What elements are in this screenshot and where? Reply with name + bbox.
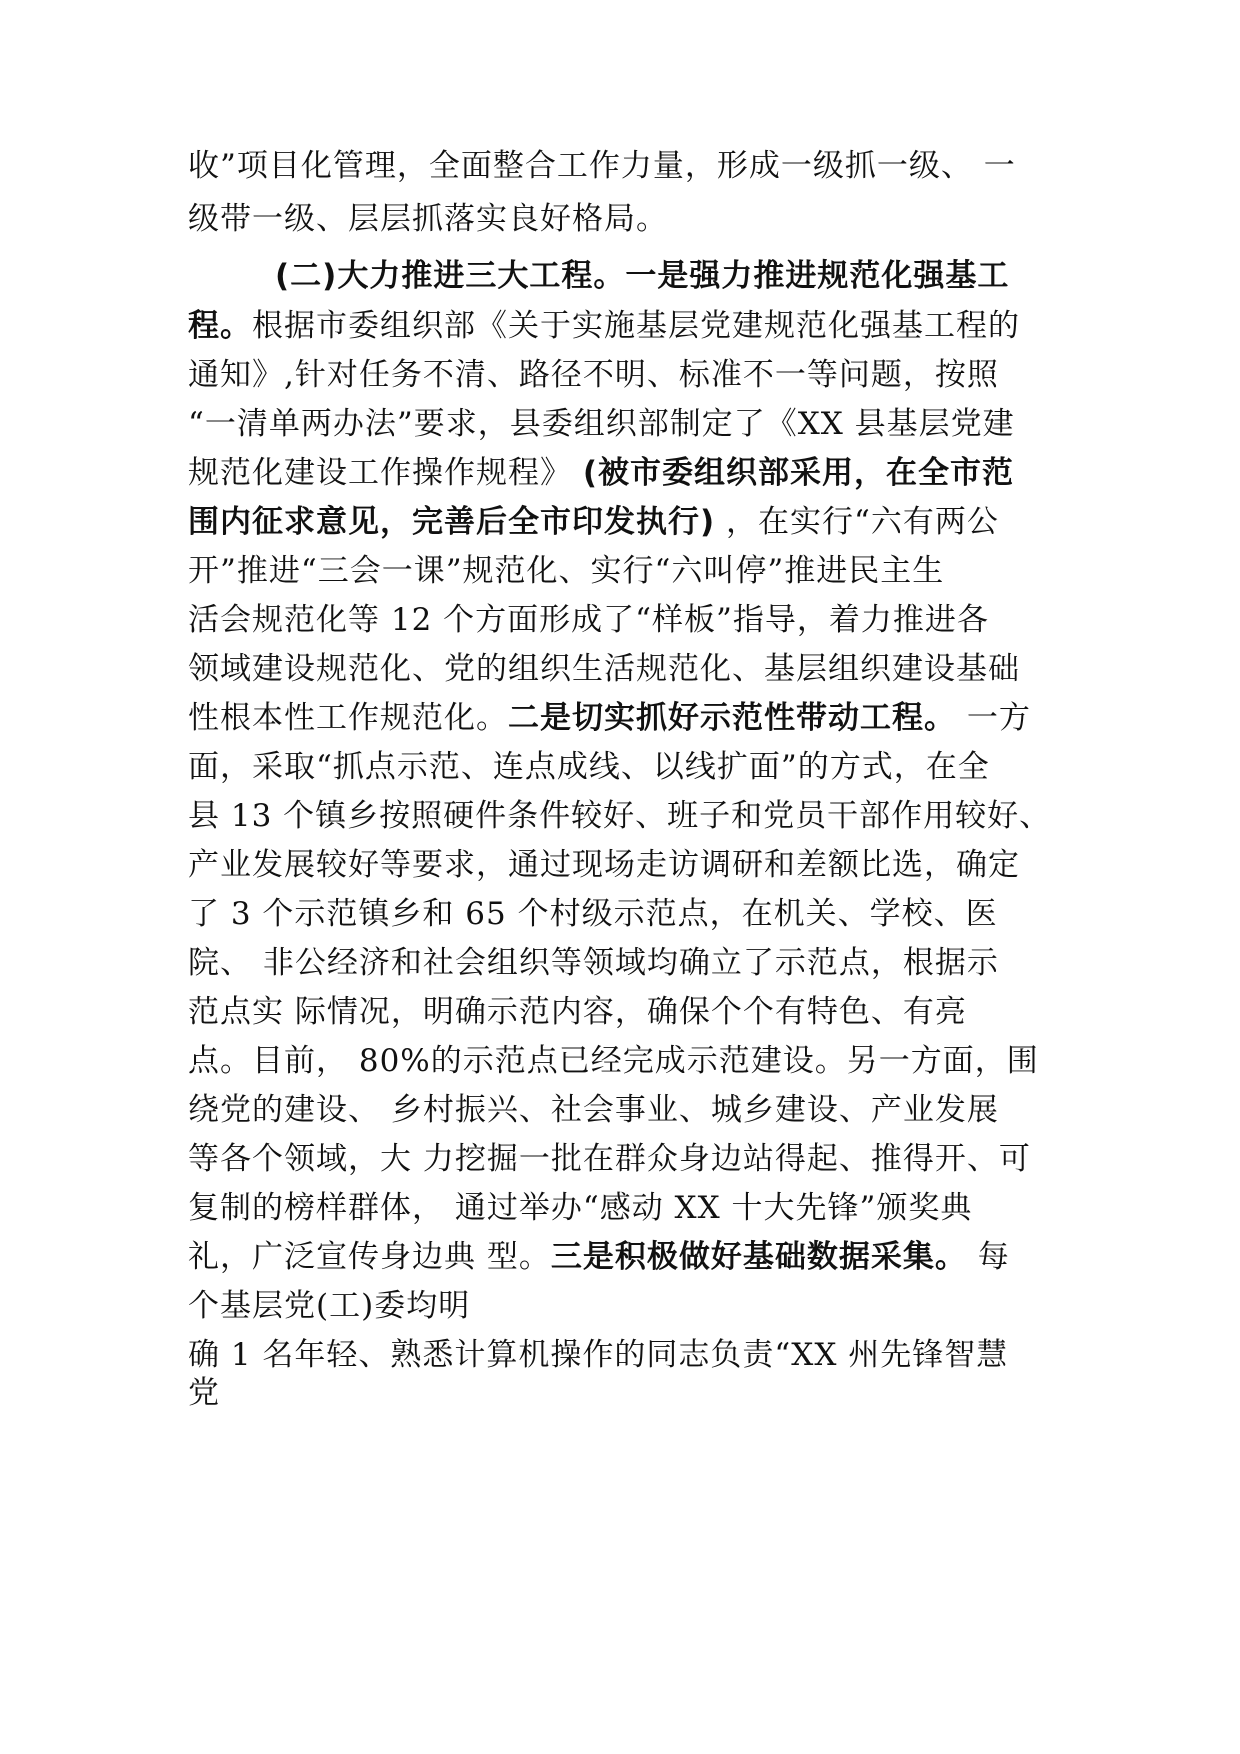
text-line — [188, 600, 989, 640]
text-segment: 党 — [188, 1375, 220, 1411]
text-line — [188, 943, 999, 983]
text-line — [188, 796, 1051, 836]
text-segment: 确 1 名年轻、熟悉计算机操作的同志负责“XX 州先锋智慧 — [188, 1337, 1009, 1373]
text-segment: 等各个领域，大 力挖掘一批在群众身边站得起、推得开、可 — [188, 1141, 1031, 1177]
text-line — [188, 306, 1020, 346]
text-line — [188, 453, 1014, 493]
text-segment: ，在实行“六有两公 — [715, 504, 999, 540]
text-line — [188, 404, 1015, 444]
text-segment: 个基层党(工)委均明 — [188, 1288, 471, 1324]
text-line — [188, 502, 999, 542]
text-line — [188, 551, 944, 591]
text-segment: 院、 非公经济和社会组织等领域均确立了示范点，根据示 — [188, 945, 999, 981]
bold-text-segment: (被市委组织部采用，在全市范 — [582, 455, 1015, 491]
text-segment: 复制的榜样群体， 通过举办“感动 XX 十大先锋”颁奖典 — [188, 1190, 973, 1226]
text-segment: 领域建设规范化、党的组织生活规范化、基层组织建设基础 — [188, 651, 1020, 687]
text-segment: 每 — [966, 1239, 1010, 1275]
text-line — [188, 1335, 1008, 1375]
text-segment: 县 13 个镇乡按照硬件条件较好、班子和党员干部作用较好、 — [188, 798, 1052, 834]
text-segment: 开”推进“三会一课”规范化、实行“六叫停”推进民主生 — [188, 553, 945, 589]
text-line — [188, 1041, 1039, 1081]
text-line — [188, 1237, 1010, 1277]
text-line — [188, 1373, 220, 1413]
text-segment: 范点实 际情况，明确示范内容，确保个个有特色、有亮 — [188, 994, 967, 1030]
text-segment: 活会规范化等 12 个方面形成了“样板”指导，着力推进各 — [188, 602, 989, 638]
text-line — [188, 1139, 1031, 1179]
text-line — [188, 845, 1020, 885]
text-segment: 性根本性工作规范化。 — [188, 700, 508, 736]
text-line — [188, 1188, 972, 1228]
text-line — [188, 894, 998, 934]
bold-text-segment: 围内征求意见，完善后全市印发执行) — [188, 504, 716, 540]
text-segment: 礼，广泛宣传身边典 型。 — [188, 1239, 551, 1275]
text-segment: “一清单两办法”要求，县委组织部制定了《XX 县基层党建 — [188, 406, 1015, 442]
text-line — [188, 1090, 999, 1130]
text-line — [188, 1286, 470, 1326]
text-line — [188, 649, 1020, 689]
text-segment: 通知》,针对任务不清、路径不明、标准不一等问题，按照 — [188, 357, 999, 393]
bold-text-segment: 二是切实抓好示范性带动工程。 — [508, 700, 956, 736]
bold-text-segment: 程。 — [188, 308, 252, 344]
text-segment: 级带一级、层层抓落实良好格局。 — [188, 201, 668, 237]
text-segment: 收”项目化管理，全面整合工作力量，形成一级抓一级、 一 — [188, 148, 1016, 184]
text-segment: 了 3 个示范镇乡和 65 个村级示范点，在机关、学校、医 — [188, 896, 998, 932]
bold-text-segment: (二)大力推进三大工程。一是强力推进规范化强基工 — [275, 258, 1010, 294]
text-segment: 产业发展较好等要求，通过现场走访调研和差额比选，确定 — [188, 847, 1020, 883]
text-segment: 绕党的建设、 乡村振兴、社会事业、城乡建设、产业发展 — [188, 1092, 999, 1128]
text-segment: 规范化建设工作操作规程》 — [188, 455, 583, 491]
text-line — [188, 146, 1016, 186]
text-line — [188, 698, 1031, 738]
text-segment: 点。目前， 80%的示范点已经完成示范建设。另一方面，围 — [188, 1043, 1039, 1079]
text-segment: 面，采取“抓点示范、连点成线、以线扩面”的方式，在全 — [188, 749, 990, 785]
bold-text-segment: 三是积极做好基础数据采集。 — [550, 1239, 967, 1275]
section-heading-line — [275, 256, 1009, 296]
text-line — [188, 747, 990, 787]
text-segment: 一方 — [956, 700, 1031, 736]
text-segment: 根据市委组织部《关于实施基层党建规范化强基工程的 — [252, 308, 1020, 344]
text-line — [188, 199, 668, 239]
text-line — [188, 992, 967, 1032]
text-line — [188, 355, 999, 395]
